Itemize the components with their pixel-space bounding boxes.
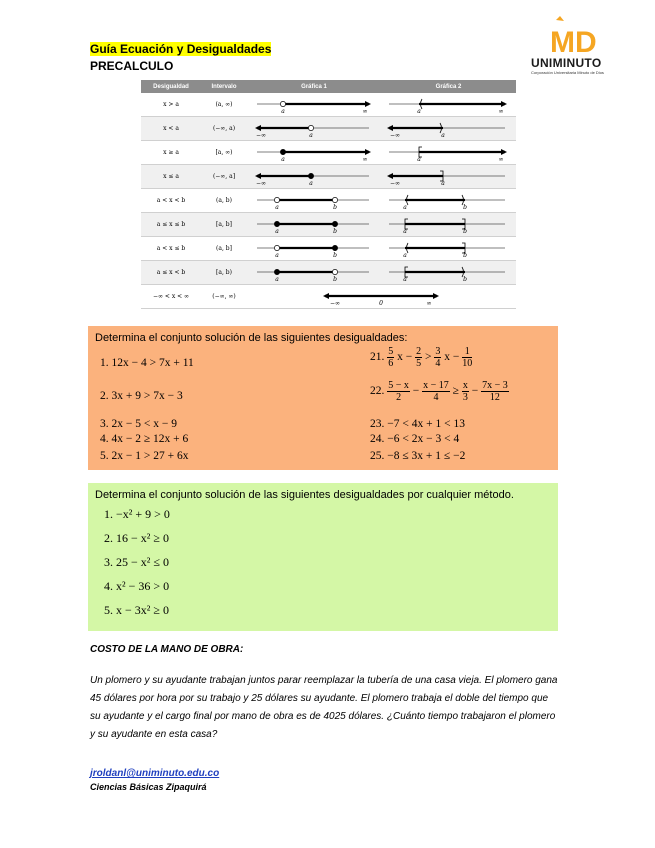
arrow-left-icon — [255, 125, 261, 131]
guide-title: Guía Ecuación y Desigualdades — [90, 42, 272, 56]
exercise-item-21: 21. $\frac{5}{6}$ x − $\frac{2}{5}$ > $\frac{3}{4}$ x − $\frac{1}{10}$ — [370, 346, 473, 369]
graph-cell — [247, 285, 516, 309]
tick-label: a — [275, 252, 279, 260]
graph-cell — [381, 141, 516, 165]
exercise-item: 23. −7 < 4x + 1 < 13 — [370, 418, 465, 430]
graph-cell — [247, 141, 381, 165]
table-row — [141, 141, 516, 165]
closed-endpoint — [332, 245, 337, 250]
graph-cell — [381, 213, 516, 237]
tick-label: b — [333, 276, 337, 284]
arrow-right-icon — [365, 149, 371, 155]
graph-cell — [247, 189, 381, 213]
tick-label: ∞ — [362, 108, 368, 116]
number-line-graph-1 — [247, 93, 381, 116]
number-line-graph-1 — [247, 213, 381, 236]
exercise-item: 4. x² − 36 > 0 — [104, 579, 170, 593]
contact-email-link[interactable]: jroldanl@uniminuto.edu.co — [90, 768, 220, 779]
table-header-row — [141, 80, 516, 93]
col-header: Desigualdad — [141, 80, 201, 93]
arrow-right-icon — [501, 101, 507, 107]
table-row — [141, 285, 516, 309]
tick-label: b — [463, 204, 467, 212]
tick-label: a — [275, 204, 279, 212]
col-header: Gráfica 1 — [247, 80, 381, 93]
inequality-cell: x > a — [141, 93, 201, 117]
tick-label: b — [333, 204, 337, 212]
graph-cell — [381, 261, 516, 285]
number-line-graph-1 — [247, 117, 381, 140]
open-endpoint — [274, 197, 279, 202]
graph-cell — [247, 93, 381, 117]
exercise-item: 1. −x² + 9 > 0 — [104, 507, 170, 521]
closed-endpoint — [308, 173, 313, 178]
tick-label: b — [333, 228, 337, 236]
interval-cell: (a, ∞) — [201, 93, 247, 117]
tick-label: a — [441, 132, 445, 140]
tick-label: a — [403, 276, 407, 284]
number-line-graph-2 — [381, 165, 516, 188]
tick-label: −∞ — [389, 132, 401, 140]
tick-label: −∞ — [255, 132, 267, 140]
table-row — [141, 189, 516, 213]
col-header: Intervalo — [201, 80, 247, 93]
exercise-item: 5. x − 3x² ≥ 0 — [104, 603, 169, 617]
interval-cell: (a, b) — [201, 189, 247, 213]
logo-name: UNIMINUTO — [531, 56, 602, 70]
number-line-graph-1 — [247, 189, 381, 212]
arrow-left-icon — [387, 125, 393, 131]
open-endpoint — [332, 269, 337, 274]
graph-cell — [247, 117, 381, 141]
number-line-graph-1 — [247, 237, 381, 260]
exercise-item: 5. 2x − 1 > 27 + 6x — [100, 450, 189, 462]
problem-title: COSTO DE LA MANO DE OBRA: — [90, 644, 244, 655]
exercise-item: 25. −8 ≤ 3x + 1 ≤ −2 — [370, 450, 466, 462]
tick-label: a — [281, 108, 285, 116]
inequality-cell: x < a — [141, 117, 201, 141]
number-line-graph-2 — [381, 261, 516, 284]
exercise-item: 24. −6 < 2x − 3 < 4 — [370, 433, 460, 445]
table-row — [141, 237, 516, 261]
table-row — [141, 213, 516, 237]
table-row — [141, 93, 516, 117]
inequality-cell: a < x ≤ b — [141, 237, 201, 261]
table-row — [141, 165, 516, 189]
number-line-graph-2 — [381, 189, 516, 212]
interval-cell: [a, ∞) — [201, 141, 247, 165]
tick-label: b — [463, 252, 467, 260]
course-title: PRECALCULO — [90, 59, 174, 73]
problem-text: Un plomero y su ayudante trabajan juntos parar reemplazar la tubería de una casa vieja. El plomero gana 45 dólares por hora por su trabajo y 25 dólares su ayudante. El plomero trabaja el doble del tiempo que su ayudante y el cargo final por mano de obra es de 4025 dólares. ¿Cuánto tiempo trabajaron el plomero y su ayudante en esta casa? — [90, 675, 558, 740]
exercise-heading: Determina el conjunto solución de las siguientes desigualdades: — [95, 332, 408, 344]
exercise-item: 2. 16 − x² ≥ 0 — [104, 531, 169, 545]
tick-label: a — [403, 252, 407, 260]
tick-label: a — [309, 180, 313, 188]
exercise-item-22: 22. $\frac{5 - x}{2}$ − $\frac{x - 17}{4}$ ≥ $\frac{x}{3}$ − $\frac{7x - 3}{12}$ — [370, 380, 508, 403]
tick-label: a — [403, 204, 407, 212]
open-endpoint — [274, 245, 279, 250]
arrow-left-icon — [323, 293, 329, 299]
interval-cell: (−∞, ∞) — [201, 285, 247, 309]
graph-cell — [381, 189, 516, 213]
arrow-right-icon — [365, 101, 371, 107]
number-line-graph-1 — [247, 141, 381, 164]
exercise-item: 1. 12x − 4 > 7x + 11 — [100, 357, 194, 369]
tick-label: b — [463, 276, 467, 284]
graph-cell — [381, 93, 516, 117]
inequality-cell: −∞ < x < ∞ — [141, 285, 201, 309]
tick-label: a — [417, 108, 421, 116]
exercise-heading: Determina el conjunto solución de las siguientes desigualdades por cualquier método. — [95, 489, 514, 501]
open-endpoint — [332, 197, 337, 202]
inequality-cell: a < x < b — [141, 189, 201, 213]
inequality-table — [141, 80, 516, 309]
number-line-graph-2 — [381, 237, 516, 260]
tick-label: 0 — [379, 300, 383, 308]
tick-label: ∞ — [362, 156, 368, 164]
interval-cell: [a, b) — [201, 261, 247, 285]
graph-cell — [381, 117, 516, 141]
number-line-graph-2 — [381, 117, 516, 140]
graph-cell — [247, 213, 381, 237]
closed-endpoint — [280, 149, 285, 154]
tick-label: b — [333, 252, 337, 260]
open-endpoint — [280, 101, 285, 106]
closed-endpoint — [274, 269, 279, 274]
graph-cell — [247, 165, 381, 189]
tick-label: a — [275, 228, 279, 236]
exercise-item: 2. 3x + 9 > 7x − 3 — [100, 390, 183, 402]
tick-label: ∞ — [426, 300, 432, 308]
arrow-left-icon — [255, 173, 261, 179]
tick-label: a — [403, 228, 407, 236]
tick-label: a — [275, 276, 279, 284]
col-header: Gráfica 2 — [381, 80, 516, 93]
campus-label: Ciencias Básicas Zipaquirá — [90, 782, 207, 792]
inequality-cell: x ≥ a — [141, 141, 201, 165]
tick-label: a — [417, 156, 421, 164]
graph-cell — [381, 237, 516, 261]
tick-label: −∞ — [255, 180, 267, 188]
arrow-right-icon — [433, 293, 439, 299]
inequality-cell: x ≤ a — [141, 165, 201, 189]
graph-cell — [247, 261, 381, 285]
inequality-cell: a ≤ x ≤ b — [141, 213, 201, 237]
tick-label: ∞ — [498, 156, 504, 164]
number-line-graph-2 — [381, 93, 516, 116]
interval-cell: (−∞, a) — [201, 117, 247, 141]
closed-endpoint — [274, 221, 279, 226]
tick-label: ∞ — [498, 108, 504, 116]
exercise-item: 4. 4x − 2 ≥ 12x + 6 — [100, 433, 189, 445]
tick-label: b — [463, 228, 467, 236]
exercise-item: 3. 25 − x² ≤ 0 — [104, 555, 169, 569]
interval-cell: [a, b] — [201, 213, 247, 237]
graph-cell — [247, 237, 381, 261]
exercise-box-linear — [88, 326, 558, 470]
inequality-cell: a ≤ x < b — [141, 261, 201, 285]
open-endpoint — [308, 125, 313, 130]
graph-cell — [381, 165, 516, 189]
number-line-graph-1 — [247, 165, 381, 188]
number-line-graph-2 — [381, 213, 516, 236]
closed-endpoint — [332, 221, 337, 226]
arrow-right-icon — [501, 149, 507, 155]
logo-tagline: Corporación Universitaria Minuto de Dios — [531, 70, 604, 75]
table-row — [141, 117, 516, 141]
number-line-graph — [247, 285, 516, 308]
interval-cell: (−∞, a] — [201, 165, 247, 189]
number-line-graph-2 — [381, 141, 516, 164]
arrow-left-icon — [387, 173, 393, 179]
table-row — [141, 261, 516, 285]
exercise-box-quadratic — [88, 483, 558, 631]
number-line-graph-1 — [247, 261, 381, 284]
tick-label: a — [309, 132, 313, 140]
exercise-item: 3. 2x − 5 < x − 9 — [100, 418, 177, 430]
interval-cell: (a, b] — [201, 237, 247, 261]
tick-label: −∞ — [389, 180, 401, 188]
tick-label: a — [441, 180, 445, 188]
tick-label: a — [281, 156, 285, 164]
logo-mark: MD — [550, 26, 597, 59]
tick-label: −∞ — [329, 300, 341, 308]
